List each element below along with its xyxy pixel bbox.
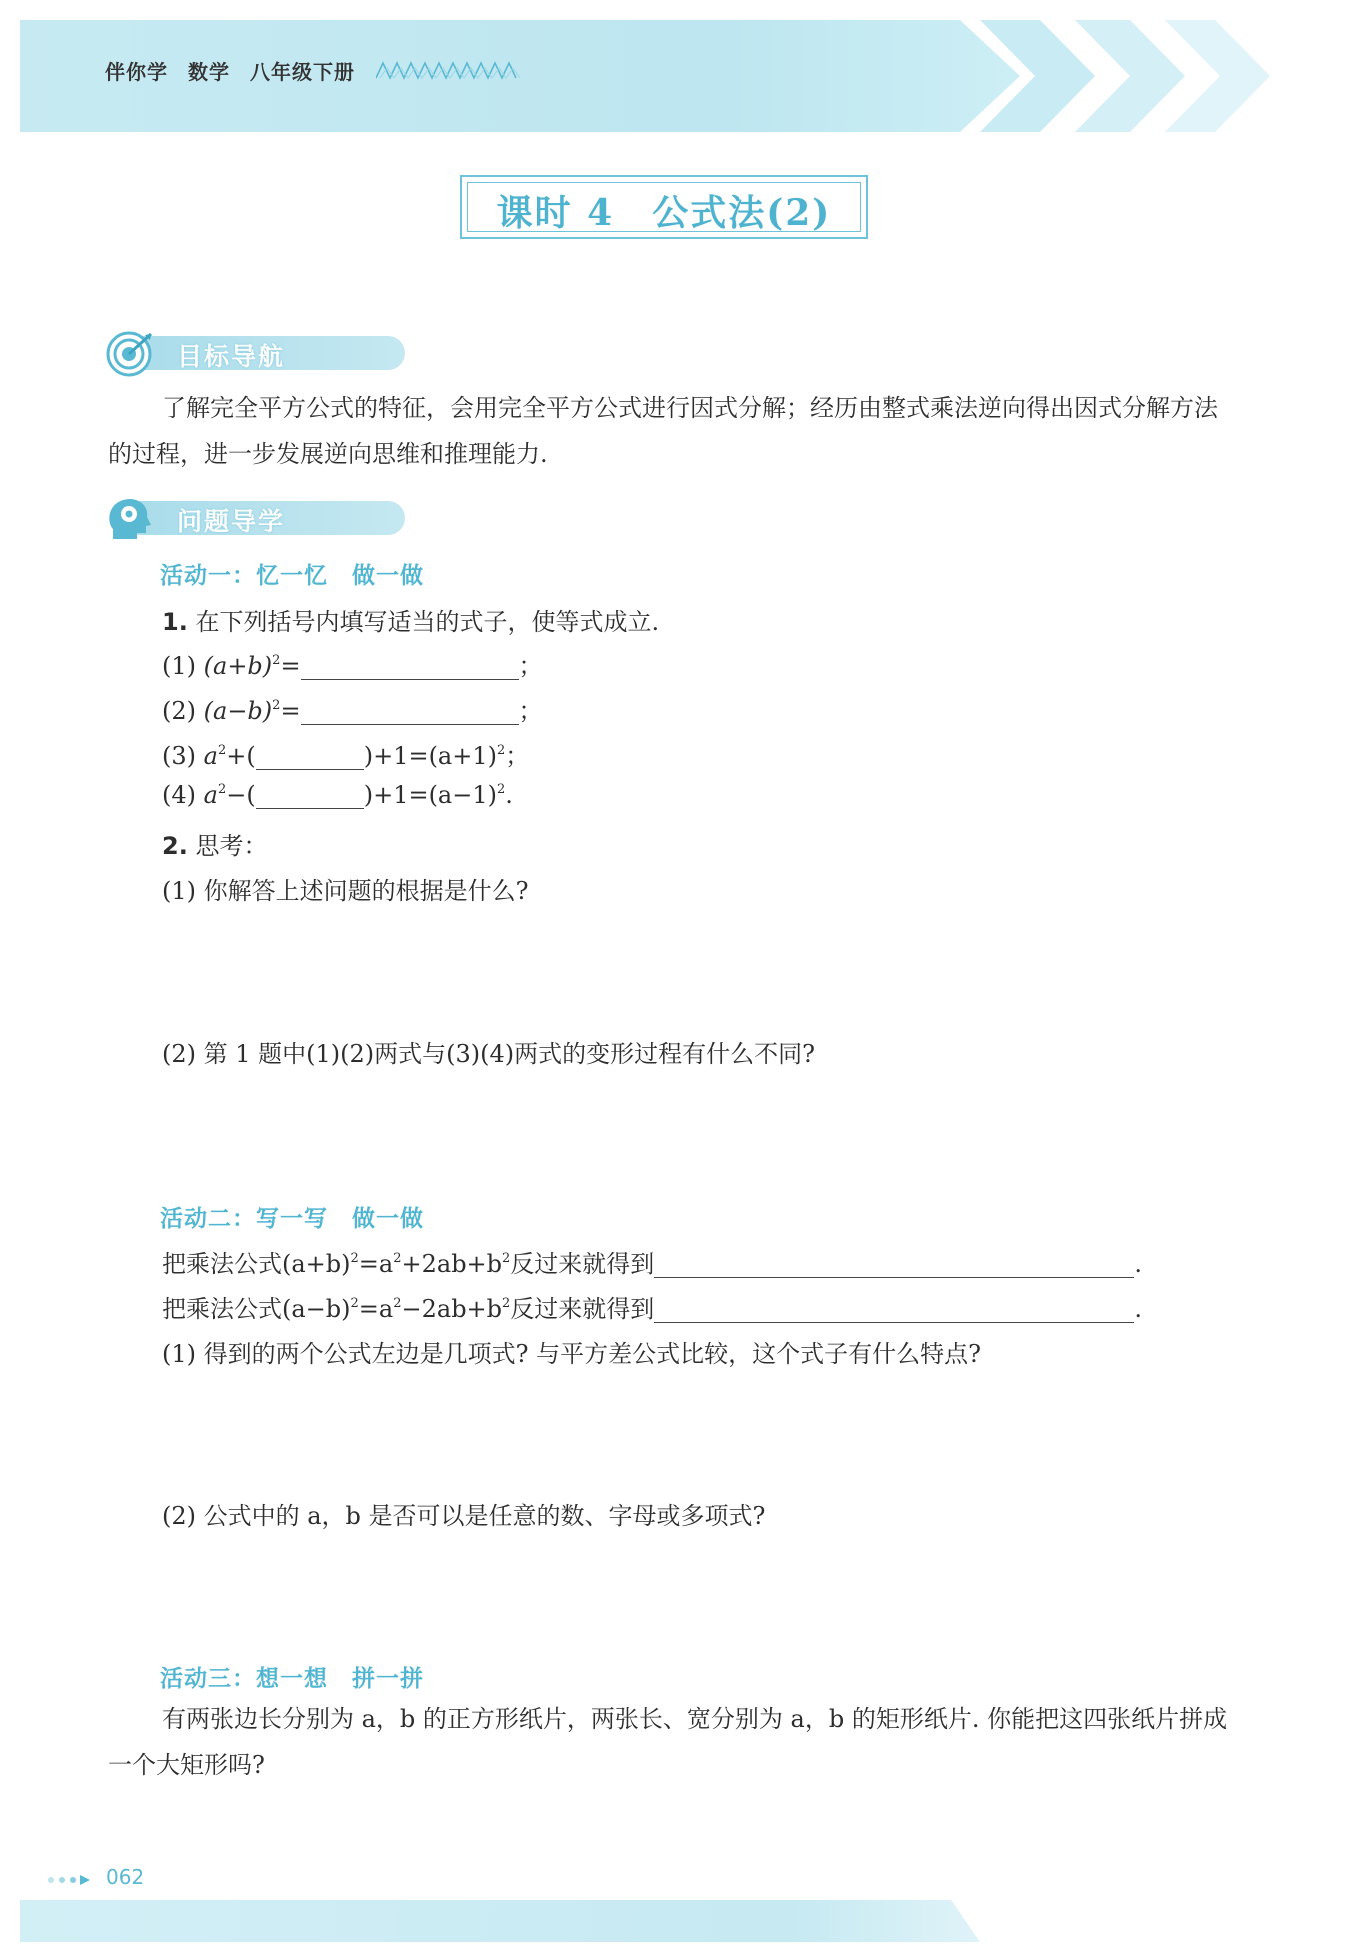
q2-text: 思考： <box>195 832 268 860</box>
item-4-pre: a <box>203 781 218 809</box>
item-3-op: +( <box>226 742 256 770</box>
item-1-expr: (a+b) <box>203 652 273 680</box>
item-4-op: −( <box>226 781 256 809</box>
q1-line <box>162 602 659 637</box>
item-4-blank[interactable] <box>256 782 364 809</box>
activity3-text: 有两张边长分别为 a，b 的正方形纸片，两张长、宽分别为 a，b 的矩形纸片. 你能把这四张纸片拼成一个大矩形吗? <box>108 1705 1228 1779</box>
item-4 <box>162 781 513 809</box>
header-text <box>105 56 375 85</box>
header-book: 伴你学 <box>105 60 168 84</box>
item-1-semicolon: ； <box>518 652 543 680</box>
item-2-eq: = <box>280 697 301 725</box>
item-1-sup: 2 <box>272 653 281 668</box>
formula-1-sup-c: 2 <box>502 1251 511 1266</box>
q1-number: 1. <box>162 608 188 636</box>
head-gear-icon <box>105 495 165 543</box>
footer-band <box>20 1900 980 1942</box>
item-3-blank[interactable] <box>256 743 364 770</box>
item-4-number: (4) <box>162 781 196 809</box>
item-3-presup: 2 <box>217 743 227 758</box>
think-2: (2) 第 1 题中(1)(2)两式与(3)(4)两式的变形过程有什么不同? <box>162 1040 816 1068</box>
page-number: 062 <box>106 1865 145 1889</box>
formula-1-blank[interactable] <box>654 1251 1134 1278</box>
item-3-post: )+1=(a+1) <box>363 742 497 770</box>
q1-text: 在下列括号内填写适当的式子，使等式成立. <box>195 608 660 636</box>
target-icon <box>105 330 165 378</box>
lesson-title-box <box>460 175 868 239</box>
header-subject: 数学 <box>188 60 230 84</box>
activity3-title: 活动三：想一想 拼一拼 <box>160 1666 424 1692</box>
activity2-title: 活动二：写一写 做一做 <box>160 1206 424 1232</box>
activity2-q2: (2) 公式中的 a，b 是否可以是任意的数、字母或多项式? <box>162 1502 766 1530</box>
item-2-semicolon: ； <box>518 697 543 725</box>
item-2 <box>162 691 543 726</box>
item-2-number: (2) <box>162 697 196 725</box>
guide-section-banner <box>105 495 425 541</box>
item-1-eq: = <box>280 652 301 680</box>
activity2-q1: (1) 得到的两个公式左边是几项式? 与平方差公式比较，这个式子有什么特点? <box>162 1340 981 1368</box>
q2-number: 2. <box>162 832 188 860</box>
formula-1-sup-b: 2 <box>393 1251 402 1266</box>
item-2-expr: (a−b) <box>203 697 273 725</box>
activity1-title: 活动一：忆一忆 做一做 <box>160 563 424 589</box>
goal-section-banner <box>105 330 425 376</box>
item-1-number: (1) <box>162 652 196 680</box>
item-1-blank[interactable] <box>301 653 519 680</box>
lesson-title: 课时 4 公式法(2) <box>496 192 832 234</box>
item-4-presup: 2 <box>217 782 227 797</box>
formula-line-2 <box>162 1289 1142 1324</box>
item-3 <box>162 736 529 771</box>
formula-2-mid2: −2ab+b <box>401 1295 503 1323</box>
item-1 <box>162 646 543 681</box>
formula-2-dot: . <box>1134 1295 1142 1323</box>
formula-1-dot: . <box>1134 1250 1142 1278</box>
formula-1-pre: 把乘法公式(a+b) <box>162 1250 351 1278</box>
formula-2-mid: =a <box>358 1295 394 1323</box>
item-4-post: )+1=(a−1) <box>363 781 497 809</box>
formula-2-sup-c: 2 <box>502 1296 511 1311</box>
item-4-postsup: 2 <box>496 782 506 797</box>
item-3-number: (3) <box>162 742 196 770</box>
goal-label: 目标导航 <box>177 342 286 371</box>
formula-2-blank[interactable] <box>654 1296 1134 1323</box>
dots-arrow-icon <box>46 1873 102 1887</box>
header-chevron-icon <box>980 20 1320 132</box>
item-2-sup: 2 <box>272 698 281 713</box>
item-4-end: . <box>505 781 513 809</box>
zigzag-decoration-icon <box>376 60 521 80</box>
header-grade: 八年级下册 <box>250 60 355 84</box>
formula-1-mid2: +2ab+b <box>401 1250 503 1278</box>
item-3-postsup: 2 <box>496 743 506 758</box>
formula-1-post: 反过来就得到 <box>510 1250 655 1278</box>
formula-line-1 <box>162 1244 1142 1279</box>
think-1: (1) 你解答上述问题的根据是什么? <box>162 877 529 905</box>
guide-label: 问题导学 <box>177 507 286 536</box>
formula-2-sup-a: 2 <box>350 1296 359 1311</box>
formula-2-post: 反过来就得到 <box>510 1295 655 1323</box>
q2-line <box>162 826 267 861</box>
formula-2-pre: 把乘法公式(a−b) <box>162 1295 351 1323</box>
formula-2-sup-b: 2 <box>393 1296 402 1311</box>
formula-1-mid: =a <box>358 1250 394 1278</box>
item-3-pre: a <box>203 742 218 770</box>
item-2-blank[interactable] <box>301 698 519 725</box>
goal-text: 了解完全平方公式的特征，会用完全平方公式进行因式分解；经历由整式乘法逆向得出因式分解方法的过程，进一步发展逆向思维和推理能力. <box>108 394 1218 468</box>
formula-1-sup-a: 2 <box>350 1251 359 1266</box>
item-3-end: ； <box>505 742 530 770</box>
